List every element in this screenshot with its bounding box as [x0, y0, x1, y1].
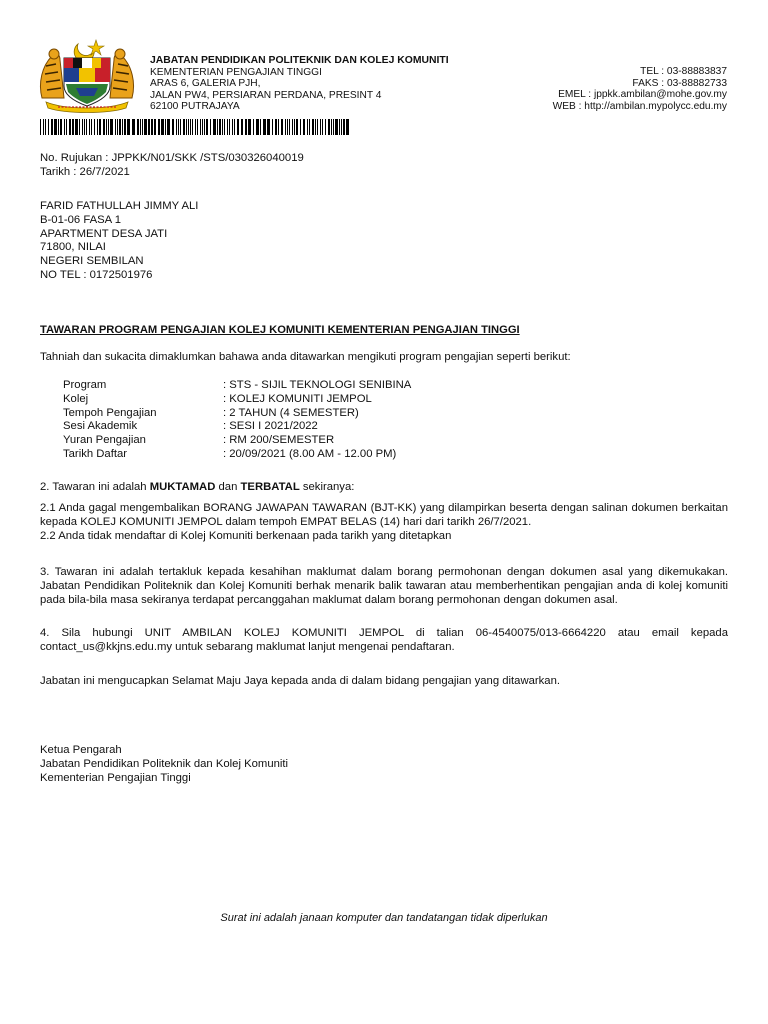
- barcode-bar: [151, 119, 153, 135]
- barcode-bar: [91, 119, 92, 135]
- barcode-bar: [117, 119, 118, 135]
- barcode-bar: [82, 119, 83, 135]
- barcode-bar: [346, 119, 349, 135]
- barcode-bar: [322, 119, 323, 135]
- barcode-bar: [204, 119, 205, 135]
- barcode-bar: [84, 119, 85, 135]
- barcode-bar: [331, 119, 332, 135]
- barcode-bar: [58, 119, 59, 135]
- barcode-bar: [263, 119, 266, 135]
- letterhead-address: [150, 55, 449, 113]
- barcode-bar: [122, 119, 123, 135]
- barcode-bar: [275, 119, 277, 135]
- barcode-bar: [237, 119, 239, 135]
- barcode-bar: [256, 119, 259, 135]
- barcode-bar: [110, 119, 113, 135]
- barcode-bar: [219, 119, 221, 135]
- ministry-name: KEMENTERIAN PENGAJIAN TINGGI: [150, 66, 322, 78]
- barcode-bar: [144, 119, 147, 135]
- detail-label: Tempoh Pengajian: [63, 406, 157, 419]
- barcode-bar: [341, 119, 342, 135]
- barcode-bar: [79, 119, 80, 135]
- recipient-address-line: B-01-06 FASA 1: [40, 213, 122, 226]
- barcode-bar: [224, 119, 225, 135]
- organisation-name: JABATAN PENDIDIKAN POLITEKNIK DAN KOLEJ KOMUNITI: [150, 55, 449, 66]
- barcode-bar: [217, 119, 218, 135]
- barcode-bar: [103, 119, 105, 135]
- signatory-ministry: Kementerian Pengajian Tinggi: [40, 771, 191, 784]
- barcode-bar: [148, 119, 150, 135]
- recipient-address-line: APARTMENT DESA JATI: [40, 227, 168, 240]
- barcode-bar: [292, 119, 293, 135]
- barcode-bar: [108, 119, 109, 135]
- barcode-bar: [97, 119, 98, 135]
- barcode-bar: [232, 119, 233, 135]
- detail-label: Tarikh Daftar: [63, 447, 128, 460]
- barcode-bar: [190, 119, 191, 135]
- barcode-bar: [229, 119, 230, 135]
- address-line: JALAN PW4, PERSIARAN PERDANA, PRESINT 4: [150, 89, 382, 101]
- coat-of-arms-logo: [36, 38, 138, 114]
- barcode-bar: [253, 119, 254, 135]
- barcode-bar: [192, 119, 193, 135]
- barcode-bar: [307, 119, 308, 135]
- fax: FAKS : 03-88882733: [632, 77, 727, 89]
- barcode-bar: [333, 119, 334, 135]
- recipient-phone: NO TEL : 0172501976: [40, 268, 153, 281]
- recipient-address-line: NEGERI SEMBILAN: [40, 255, 144, 268]
- intro-paragraph: Tahniah dan sukacita dimaklumkan bahawa anda ditawarkan mengikuti program pengajian seperti berikut:: [40, 351, 571, 363]
- barcode-bar: [127, 119, 130, 135]
- detail-row: [63, 448, 411, 462]
- website: WEB : http://ambilan.mypolycc.edu.my: [552, 100, 727, 112]
- barcode-bar: [86, 119, 87, 135]
- reference-block: [40, 152, 304, 180]
- barcode-bar: [312, 119, 314, 135]
- para2-bold-muktamad: MUKTAMAD: [149, 481, 216, 493]
- address-line: ARAS 6, GALERIA PJH,: [150, 78, 261, 89]
- address-line: 62100 PUTRAJAYA: [150, 101, 240, 112]
- barcode-bar: [119, 119, 121, 135]
- detail-row: [63, 434, 411, 448]
- barcode-bar: [89, 119, 90, 135]
- recipient-name: FARID FATHULLAH JIMMY ALI: [40, 200, 199, 212]
- barcode-bar: [183, 119, 185, 135]
- barcode-bar: [137, 119, 139, 135]
- barcode-bar: [281, 119, 283, 135]
- barcode-bar: [140, 119, 141, 135]
- detail-label: Kolej: [63, 392, 89, 405]
- detail-label: Yuran Pengajian: [63, 434, 146, 447]
- barcode-bar: [180, 119, 181, 135]
- paragraph-2-2: 2.2 Anda tidak mendaftar di Kolej Komuniti berkenaan pada tarikh yang ditetapkan: [40, 530, 452, 542]
- detail-value: : KOLEJ KOMUNITI JEMPOL: [223, 392, 372, 405]
- barcode-bar: [167, 119, 170, 135]
- paragraph-2-1: 2.1 Anda gagal mengembalikan BORANG JAWAPAN TAWARAN (BJT-KK) yang dilampirkan beserta dengan salinan dokumen berkaitan kepada KOLEJ KOMUNITI JEMPOL dalam tempoh EMPAT BELAS (14) hari dari tarikh 26/7/2021.: [40, 502, 728, 528]
- barcode-bar: [40, 119, 41, 135]
- para2-suffix: sekiranya:: [299, 481, 355, 493]
- barcode-bar: [54, 119, 57, 135]
- barcode-bar: [69, 119, 71, 135]
- barcode-bar: [64, 119, 65, 135]
- para2-prefix: 2. Tawaran ini adalah: [40, 481, 150, 493]
- barcode-bar: [325, 119, 326, 135]
- barcode-bar: [320, 119, 321, 135]
- signatory-department: Jabatan Pendidikan Politeknik dan Kolej Komuniti: [40, 757, 289, 770]
- barcode-bar: [99, 119, 101, 135]
- barcode-bar: [315, 119, 316, 135]
- letterhead-contacts: [553, 66, 727, 112]
- barcode-bar: [154, 119, 156, 135]
- barcode-bar: [294, 119, 295, 135]
- barcode-bar: [115, 119, 116, 135]
- detail-row: [63, 407, 411, 421]
- barcode-bar: [178, 119, 179, 135]
- detail-row: [63, 393, 411, 407]
- barcode-bar: [241, 119, 243, 135]
- barcode-bar: [165, 119, 166, 135]
- email: EMEL : jppkk.ambilan@mohe.gov.my: [558, 89, 727, 100]
- detail-value: : SESI I 2021/2022: [223, 420, 318, 433]
- barcode-bar: [60, 119, 62, 135]
- barcode-bar: [176, 119, 177, 135]
- barcode-bar: [278, 119, 279, 135]
- barcode-bar: [300, 119, 301, 135]
- barcode-bar: [303, 119, 305, 135]
- barcode: [40, 119, 352, 135]
- paragraph-2: [40, 481, 354, 495]
- barcode-bar: [161, 119, 164, 135]
- barcode-bar: [202, 119, 203, 135]
- para2-bold-terbatal: TERBATAL: [240, 481, 300, 493]
- barcode-bar: [272, 119, 273, 135]
- barcode-bar: [248, 119, 251, 135]
- barcode-bar: [66, 119, 67, 135]
- detail-row: [63, 379, 411, 393]
- detail-value: : 20/09/2021 (8.00 AM - 12.00 PM): [223, 447, 397, 460]
- detail-value: : 2 TAHUN (4 SEMESTER): [223, 406, 359, 419]
- barcode-bar: [267, 119, 270, 135]
- barcode-bar: [197, 119, 198, 135]
- barcode-bar: [222, 119, 223, 135]
- barcode-bar: [317, 119, 318, 135]
- barcode-bar: [72, 119, 74, 135]
- telephone: TEL : 03-88883837: [640, 66, 727, 77]
- barcode-bar: [200, 119, 201, 135]
- barcode-bar: [285, 119, 286, 135]
- paragraph-5: Jabatan ini mengucapkan Selamat Maju Jaya kepada anda di dalam bidang pengajian yang ditawarkan.: [40, 675, 561, 687]
- recipient-address: [40, 200, 198, 283]
- signatory-title: Ketua Pengarah: [40, 744, 122, 756]
- barcode-bar: [260, 119, 261, 135]
- barcode-bar: [339, 119, 340, 135]
- barcode-bar: [210, 119, 211, 135]
- paragraph-3: 3. Tawaran ini adalah tertakluk kepada kesahihan maklumat dalam borang permohonan dengan dokumen asal yang dikemukakan. Jabatan Pendidikan Politeknik dan Kolej Komuniti berhak menarik balik tawaran atau memberhentikan pengajian anda di kolej komuniti pada bila-bila masa sekiranya terdapat percanggahan maklumat dalam borang permohonan dengan dokumen asal.: [40, 566, 728, 606]
- barcode-bar: [132, 119, 135, 135]
- barcode-bar: [245, 119, 247, 135]
- barcode-bar: [48, 119, 49, 135]
- barcode-bar: [328, 119, 330, 135]
- barcode-bar: [234, 119, 235, 135]
- recipient-address-line: 71800, NILAI: [40, 241, 106, 254]
- barcode-bar: [206, 119, 208, 135]
- detail-row: [63, 420, 411, 434]
- barcode-bar: [287, 119, 288, 135]
- barcode-bar: [124, 119, 126, 135]
- barcode-bar: [43, 119, 44, 135]
- barcode-bar: [45, 119, 46, 135]
- offer-details: [63, 379, 411, 462]
- barcode-bar: [309, 119, 310, 135]
- barcode-bar: [172, 119, 174, 135]
- barcode-bar: [296, 119, 298, 135]
- barcode-bar: [94, 119, 95, 135]
- barcode-bar: [51, 119, 53, 135]
- footer-note: Surat ini adalah janaan komputer dan tandatangan tidak diperlukan: [220, 912, 548, 924]
- barcode-bar: [227, 119, 228, 135]
- reference-number: No. Rujukan : JPPKK/N01/SKK /STS/030326040019: [40, 152, 304, 164]
- signature-block: [40, 744, 288, 785]
- barcode-bar: [158, 119, 160, 135]
- barcode-bar: [75, 119, 78, 135]
- barcode-bar: [142, 119, 143, 135]
- detail-label: Program: [63, 379, 107, 391]
- barcode-bar: [343, 119, 345, 135]
- detail-value: : RM 200/SEMESTER: [223, 434, 335, 447]
- letter-subject: TAWARAN PROGRAM PENGAJIAN KOLEJ KOMUNITI KEMENTERIAN PENGAJIAN TINGGI: [40, 324, 520, 336]
- barcode-bar: [289, 119, 290, 135]
- letter-date: Tarikh : 26/7/2021: [40, 165, 130, 178]
- detail-label: Sesi Akademik: [63, 420, 138, 433]
- barcode-bar: [213, 119, 216, 135]
- para2-mid: dan: [215, 481, 241, 493]
- barcode-bar: [106, 119, 107, 135]
- barcode-bar: [195, 119, 196, 135]
- paragraph-4: 4. Sila hubungi UNIT AMBILAN KOLEJ KOMUNITI JEMPOL di talian 06-4540075/013-6664220 atau email kepada contact_us@kkjns.edu.my untuk sebarang maklumat lanjut mengenai pendaftaran.: [40, 627, 728, 653]
- barcode-bar: [186, 119, 187, 135]
- barcode-bar: [335, 119, 338, 135]
- barcode-bar: [188, 119, 189, 135]
- detail-value: : STS - SIJIL TEKNOLOGI SENIBINA: [223, 379, 412, 391]
